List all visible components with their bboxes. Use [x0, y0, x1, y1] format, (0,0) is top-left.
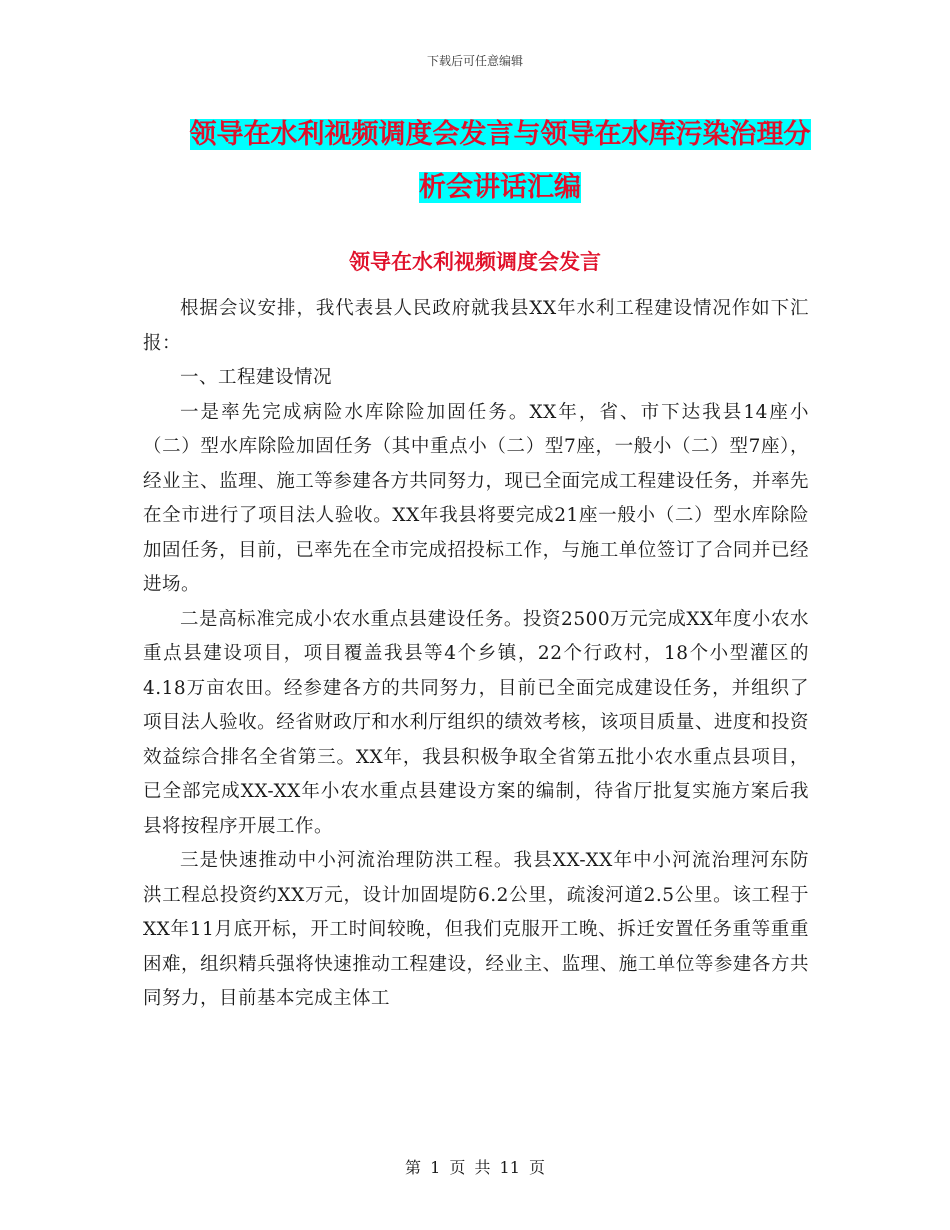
document-body [143, 292, 809, 1017]
paragraph-heading-1: 一、工程建设情况 [180, 367, 333, 388]
document-title [180, 108, 820, 214]
document-title-text: 领导在水利视频调度会发言与领导在水库污染治理分析会讲话汇编 [189, 119, 811, 203]
paragraph-reservoir: 一是率先完成病险水库除险加固任务。XX年，省、市下达我县14座小（二）型水库除险加固任务（其中重点小（二）型7座，一般小（二）型7座），经业主、监理、施工等参建各方共同努力，现已全面完成工程建设任务，并率先在全市进行了项目法人验收。XX年我县将要完成21座一般小（二）型水库除险加固任务，目前，已率先在全市完成招投标工作，与施工单位签订了合同并已经进场。 [143, 401, 809, 595]
paragraph-river: 三是快速推动中小河流治理防洪工程。我县XX-XX年中小河流治理河东防洪工程总投资约XX万元，设计加固堤防6.2公里，疏浚河道2.5公里。该工程于XX年11月底开标，开工时间较晚，但我们克服开工晚、拆迁安置任务重等重重困难，组织精兵强将快速推动工程建设，经业主、监理、施工单位等参建各方共同努力，目前基本完成主体工 [143, 850, 809, 1009]
section-title: 领导在水利视频调度会发言 [349, 250, 601, 274]
paragraph-irrigation: 二是高标准完成小农水重点县建设任务。投资2500万元完成XX年度小农水重点县建设项目，项目覆盖我县等4个乡镇，22个行政村，18个小型灌区的4.18万亩农田。经参建各方的共同努力，目前已全面完成建设任务，并组织了项目法人验收。经省财政厅和水利厅组织的绩效考核，该项目质量、进度和投资效益综合排名全省第三。XX年，我县积极争取全省第五批小农水重点县项目，已全部完成XX-XX年小农水重点县建设方案的编制，待省厅批复实施方案后我县将按程序开展工作。 [143, 608, 809, 837]
paragraph-intro: 根据会议安排，我代表县人民政府就我县XX年水利工程建设情况作如下汇报： [143, 298, 809, 354]
page-header-note: 下载后可任意编辑 [426, 54, 523, 68]
page-number: 第 1 页 共 11 页 [405, 1158, 545, 1177]
